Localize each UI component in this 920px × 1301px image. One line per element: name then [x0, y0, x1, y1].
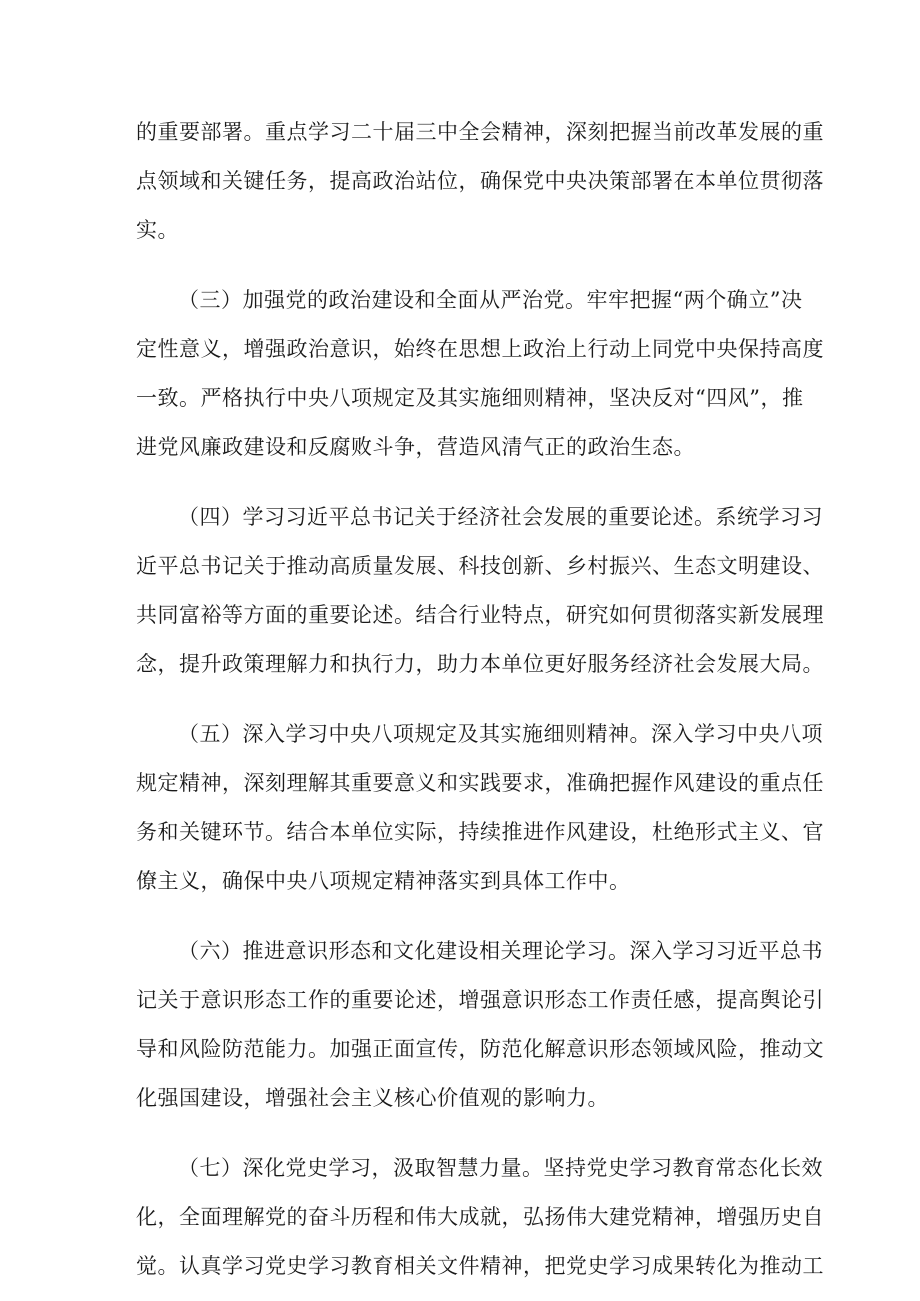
text-line: （六）推进意识形态和文化建设相关理论学习。深入学习习近平总书 — [178, 939, 823, 963]
text-line: （三）加强党的政治建设和全面从严治党。牢牢把握“两个确立”决 — [178, 288, 803, 312]
paragraph-section-4 — [136, 493, 824, 689]
text-line: 一致。严格执行中央八项规定及其实施细则精神，坚决反对“四风”，推 — [136, 386, 804, 410]
text-line: 进党风廉政建设和反腐败斗争，营造风清气正的政治生态。 — [136, 435, 695, 459]
text-line: （五）深入学习中央八项规定及其实施细则精神。深入学习中央八项 — [178, 722, 823, 746]
paragraph-intro-continuation — [136, 108, 824, 255]
text-line: （七）深化党史学习，汲取智慧力量。坚持党史学习教育常态化长效 — [178, 1156, 823, 1180]
text-line: 点领域和关键任务，提高政治站位，确保党中央决策部署在本单位贯彻落 — [136, 169, 824, 193]
text-line: （四）学习习近平总书记关于经济社会发展的重要论述。系统学习习 — [178, 505, 823, 529]
text-line: 务和关键环节。结合本单位实际，持续推进作风建设，杜绝形式主义、官 — [136, 820, 824, 844]
text-line: 规定精神，深刻理解其重要意义和实践要求，准确把握作风建设的重点任 — [136, 771, 824, 795]
text-line: 定性意义，增强政治意识，始终在思想上政治上行动上同党中央保持高度 — [136, 337, 824, 361]
text-line: 记关于意识形态工作的重要论述，增强意识形态工作责任感，提高舆论引 — [136, 988, 824, 1012]
text-line: 的重要部署。重点学习二十届三中全会精神，深刻把握当前改革发展的重 — [136, 120, 824, 144]
text-line: 觉。认真学习党史学习教育相关文件精神，把党史学习成果转化为推动工 — [136, 1254, 824, 1278]
paragraph-section-7 — [136, 1144, 824, 1291]
paragraph-section-5 — [136, 710, 824, 906]
text-line: 僚主义，确保中央八项规定精神落实到具体工作中。 — [136, 869, 631, 893]
text-line: 化，全面理解党的奋斗历程和伟大成就，弘扬伟大建党精神，增强历史自 — [136, 1205, 824, 1229]
text-line: 化强国建设，增强社会主义核心价值观的影响力。 — [136, 1086, 609, 1110]
text-line: 念，提升政策理解力和执行力，助力本单位更好服务经济社会发展大局。 — [136, 652, 824, 676]
text-line: 导和风险防范能力。加强正面宣传，防范化解意识形态领域风险，推动文 — [136, 1037, 824, 1061]
text-line: 实。 — [136, 218, 179, 242]
body-text — [136, 108, 824, 1291]
text-line: 共同富裕等方面的重要论述。结合行业特点，研究如何贯彻落实新发展理 — [136, 603, 824, 627]
paragraph-section-6 — [136, 927, 824, 1123]
text-line: 近平总书记关于推动高质量发展、科技创新、乡村振兴、生态文明建设、 — [136, 554, 824, 578]
paragraph-section-3 — [136, 276, 824, 472]
